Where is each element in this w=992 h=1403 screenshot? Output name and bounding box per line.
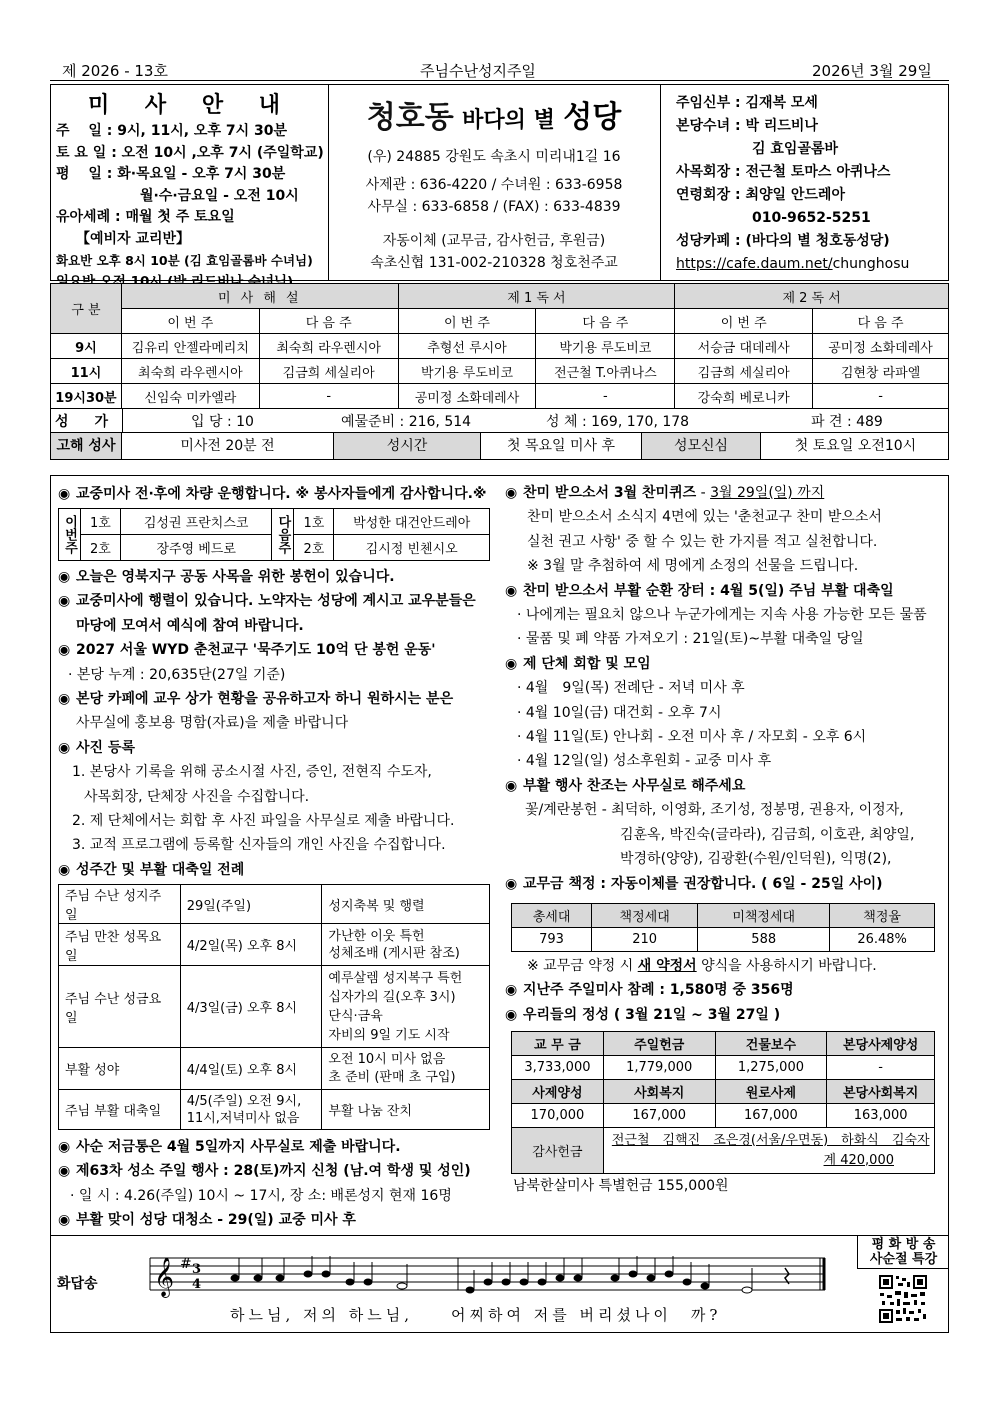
notice-item: 3. 교적 프로그램에 등록할 신자들의 개인 사진을 수집합니다. bbox=[72, 837, 446, 854]
bus-title-text: 교중미사 전·후에 차량 운행합니다. ※ 봉사자들에게 감사합니다.※ bbox=[76, 486, 487, 502]
hw-note: 부활 나눔 잔치 bbox=[322, 1090, 490, 1130]
roster-cell: 공미정 소화데레사 bbox=[813, 334, 949, 359]
bank-account: 속초신협 131-002-210328 청호천주교 bbox=[370, 255, 618, 271]
hymn-entrance: 입 당 : 10 bbox=[191, 414, 254, 430]
notice-item: ◉ 부활 행사 찬조는 사무실로 해주세요 bbox=[505, 777, 746, 794]
hw-time: 4/5(주일) 오전 9시, 11시,저녁미사 없음 bbox=[180, 1090, 322, 1130]
marian-label: 성모신심 bbox=[641, 433, 761, 459]
parish-name-2: 바다의 별 bbox=[462, 108, 555, 133]
offer-head: 본당사제양성 bbox=[827, 1032, 935, 1056]
notice-item: · 4월 9일(목) 전례단 - 저녁 미사 후 bbox=[517, 680, 745, 697]
notice-item: · 4월 10일(금) 대건회 - 오후 7시 bbox=[517, 704, 722, 721]
roster-time: 9시 bbox=[51, 334, 122, 359]
thanks-total: 계 420,000 bbox=[823, 1152, 894, 1168]
hw-note: 성지축복 및 행렬 bbox=[322, 885, 490, 924]
roster-sub: 다 음 주 bbox=[536, 309, 675, 334]
thanks-names: 전근철 김핵진 조은경(서울/우면동) 하화식 김숙자 bbox=[611, 1132, 930, 1148]
roster-time: 19시30분 bbox=[51, 384, 122, 409]
mass-line: 토 요 일 : 오전 10시 ,오후 7시 (주일학교) bbox=[56, 144, 324, 161]
roster-cell: 최숙희 라우렌시아 bbox=[121, 359, 259, 384]
holy-hour-value: 첫 목요일 미사 후 bbox=[506, 438, 616, 454]
tithe-head: 총세대 bbox=[512, 904, 592, 928]
roster-cell: - bbox=[813, 384, 949, 409]
nk-offering: 남북한살미사 특별헌금 155,000원 bbox=[513, 1178, 729, 1194]
notice-item: ◉ 제 단체 회합 및 모임 bbox=[505, 655, 651, 672]
parish-address: (우) 24885 강원도 속초시 미리내1길 16 bbox=[367, 149, 621, 165]
tithe-head: 미책정세대 bbox=[698, 904, 830, 928]
roster-cell: 신임숙 미카엘라 bbox=[121, 384, 259, 409]
hw-name: 주님 수난 성지주일 bbox=[59, 885, 181, 924]
roster-sub: 이 번 주 bbox=[398, 309, 536, 334]
roster-cell: 공미정 소화데레사 bbox=[398, 384, 536, 409]
hymn-row bbox=[50, 408, 949, 433]
mass-schedule bbox=[56, 88, 326, 293]
left-notices bbox=[58, 565, 476, 882]
right-notices-2 bbox=[505, 954, 877, 1027]
peace-broadcast-line1: 평 화 방 송 bbox=[871, 1237, 936, 1252]
mass-line: 화요반 오후 8시 10분 (김 효임골롬바 수녀님) bbox=[56, 253, 313, 268]
offer-val: 170,000 bbox=[512, 1104, 604, 1128]
bus-car: 1호 bbox=[80, 509, 120, 535]
roster-cell: 김금희 세실리아 bbox=[675, 359, 813, 384]
tithe-val: 588 bbox=[698, 928, 830, 952]
hw-time: 4/4일(토) 오후 8시 bbox=[180, 1048, 322, 1090]
notice-item: 사무실에 홍보용 명함(자료)을 제출 바랍니다 bbox=[76, 715, 349, 732]
bus-title: ◉ 교중미사 전·후에 차량 운행합니다. ※ 봉사자들에게 감사합니다.※ bbox=[58, 486, 487, 502]
roster-time: 11시 bbox=[51, 359, 122, 384]
notice-item: · 나에게는 필요치 않으나 누군가에게는 지속 사용 가능한 모든 물품 bbox=[517, 607, 927, 624]
issue-date: 2026년 3월 29일 bbox=[812, 62, 932, 80]
tithe-val: 26.48% bbox=[830, 928, 935, 952]
offer-val: - bbox=[827, 1056, 935, 1080]
hw-name: 부활 성야 bbox=[59, 1048, 181, 1090]
notice-item: ◉ 교중미사에 행렬이 있습니다. 노약자는 성당에 계시고 교우분들은 bbox=[58, 593, 476, 610]
notice-item: ◉ 2027 서울 WYD 춘천교구 '묵주기도 10억 단 봉헌 운동' bbox=[58, 642, 436, 659]
staff-line: 성당카페 : (바다의 별 청호동성당) bbox=[676, 233, 890, 249]
mass-title: 미 사 안 내 bbox=[88, 93, 294, 118]
hw-time: 4/3일(금) 오후 8시 bbox=[180, 966, 322, 1048]
offer-head: 원로사제 bbox=[715, 1080, 827, 1104]
notice-item: 실천 권고 사항' 중 할 수 있는 한 가지를 적고 실천합니다. bbox=[527, 533, 878, 550]
notice-item: 김훈옥, 박진숙(글라라), 김금희, 이호관, 최양일, bbox=[620, 826, 915, 843]
hw-note: 오전 10시 미사 없음 초 준비 (판매 초 구입) bbox=[322, 1048, 490, 1090]
notice-item: · 4월 11일(토) 안나회 - 오전 미사 후 / 자모회 - 오후 6시 bbox=[517, 729, 867, 746]
notice-item: ◉ 사진 등록 bbox=[58, 739, 135, 756]
tithe-head: 책정세대 bbox=[592, 904, 698, 928]
notice-item: ◉ 본당 카페에 교우 상가 현황을 공유하고자 하니 원하시는 분은 bbox=[58, 691, 454, 708]
mass-line: 【예비자 교리반】 bbox=[76, 230, 191, 247]
cafe-link[interactable]: https://cafe.daum.net/ bbox=[676, 256, 833, 272]
notice-item: · 4월 12일(일) 성소후원회 - 교중 미사 후 bbox=[517, 753, 772, 770]
notice-item: 사목회장, 단체장 사진을 수집합니다. bbox=[84, 788, 310, 805]
offer-head: 건물보수 bbox=[715, 1032, 827, 1056]
psalm-lyrics: 하느님, 저의 하느님, 어찌하여 저를 버리셨나이 까? bbox=[230, 1306, 722, 1324]
roster-col: 제 1 독 서 bbox=[398, 284, 675, 309]
notice-item: ◉ 교무금 책정 : 자동이체를 권장합니다. ( 6일 - 25일 사이) bbox=[505, 875, 883, 892]
mass-line: 평 일 : 화·목요일 - 오후 7시 30분 bbox=[56, 166, 286, 182]
tithe-val: 793 bbox=[512, 928, 592, 952]
offer-val: 163,000 bbox=[827, 1104, 935, 1128]
notice-item: · 본당 누계 : 20,635단(27일 기준) bbox=[68, 666, 286, 683]
staff-info bbox=[676, 92, 909, 276]
holy-hour-label: 성시간 bbox=[333, 433, 481, 459]
confession-label: 고해 성사 bbox=[51, 433, 122, 459]
roster-sub: 이 번 주 bbox=[121, 309, 259, 334]
holy-week-table bbox=[58, 884, 490, 1130]
notice-item: · 일 시 : 4.26(주일) 10시 ~ 17시, 장 소: 배론성지 현재 16명 bbox=[70, 1187, 452, 1204]
roster-cell: 서승금 대데레사 bbox=[675, 334, 813, 359]
peace-broadcast-line2: 사순절 특강 bbox=[869, 1252, 938, 1267]
offering-table bbox=[511, 1031, 935, 1174]
thanks-label: 감사헌금 bbox=[512, 1128, 604, 1174]
staff-line: 사목회장 : 전근철 토마스 아퀴나스 bbox=[676, 164, 891, 180]
roster-cell: 최숙희 라우렌시아 bbox=[259, 334, 398, 359]
offer-head: 본당사회복지 bbox=[827, 1080, 935, 1104]
peace-broadcast bbox=[857, 1236, 949, 1269]
offer-head: 사회복지 bbox=[603, 1080, 715, 1104]
tithe-note: ※ 교무금 약정 시 새 약정서 양식을 사용하시기 바랍니다. bbox=[527, 958, 877, 974]
issue-number: 제 2026 - 13호 bbox=[62, 62, 168, 80]
mass-line: 월·수·금요일 - 오전 10시 bbox=[140, 187, 299, 204]
parish-info bbox=[330, 88, 658, 272]
roster-sub: 이 번 주 bbox=[675, 309, 813, 334]
roster-col: 제 2 독 서 bbox=[675, 284, 949, 309]
notice-item: ◉ 부활 맞이 성당 대청소 - 29(일) 교중 미사 후 bbox=[58, 1212, 356, 1229]
psalm-staff bbox=[140, 1250, 840, 1300]
mass-line: 주 일 : 9시, 11시, 오후 7시 30분 bbox=[56, 123, 287, 139]
bus-car: 2호 bbox=[294, 535, 334, 561]
roster-cell: - bbox=[536, 384, 675, 409]
notice-item: ◉ 사순 저금통은 4월 5일까지 사무실로 제출 바랍니다. bbox=[58, 1139, 401, 1155]
staff-line: 주임신부 : 김재복 모세 bbox=[676, 95, 818, 111]
mass-line: 일요반 오전 10시 (박 리드비나 수녀님) bbox=[56, 273, 294, 290]
hw-time: 29일(주일) bbox=[180, 885, 322, 924]
notice-item: ◉ 오늘은 영북지구 공동 사목을 위한 봉헌이 있습니다. bbox=[58, 569, 395, 585]
roster-cell: 박기용 루도비코 bbox=[398, 359, 536, 384]
tithe-table bbox=[511, 903, 935, 952]
hw-name: 주님 만찬 성목요일 bbox=[59, 924, 181, 966]
hymn-recessional: 파 견 : 489 bbox=[811, 414, 883, 430]
offer-val: 1,275,000 bbox=[715, 1056, 827, 1080]
hymn-offertory: 예물준비 : 216, 514 bbox=[341, 414, 472, 430]
svg-text:4: 4 bbox=[192, 1277, 202, 1292]
roster-cell: 김현창 라파엘 bbox=[813, 359, 949, 384]
roster-sub: 다 음 주 bbox=[813, 309, 949, 334]
notice-item: ◉ 우리들의 정성 ( 3월 21일 ~ 3월 27일 ) bbox=[505, 1006, 781, 1023]
confession-value: 미사전 20분 전 bbox=[180, 438, 275, 454]
roster-cell: 추형선 루시아 bbox=[398, 334, 536, 359]
notice-item: 1. 본당사 기록을 위해 공소시절 사진, 증인, 전현직 수도자, bbox=[72, 764, 432, 781]
notice-item: · 물품 및 폐 약품 가져오기 : 21일(토)~부활 대축일 당일 bbox=[517, 631, 864, 648]
hw-time: 4/2일(목) 오후 8시 bbox=[180, 924, 322, 966]
notice-item: ◉ 찬미 받으소서 부활 순환 장터 : 4월 5(일) 주님 부활 대축일 bbox=[505, 582, 894, 599]
hw-note: 예루살렘 성지복구 특헌 십자가의 길(오후 3시) 단식·금육 자비의 9일 기도 시작 bbox=[322, 966, 490, 1048]
bus-car: 2호 bbox=[80, 535, 120, 561]
roster-cell: 전근철 T.아퀴나스 bbox=[536, 359, 675, 384]
offer-head: 주일헌금 bbox=[603, 1032, 715, 1056]
staff-line: 연령회장 : 최양일 안드레아 bbox=[676, 187, 845, 203]
bus-table bbox=[58, 508, 490, 561]
confession-row bbox=[50, 433, 949, 460]
offer-val: 3,733,000 bbox=[512, 1056, 604, 1080]
notice-item: ◉ 제63차 성소 주일 행사 : 28(토)까지 신청 (남.여 학생 및 성인) bbox=[58, 1163, 471, 1180]
staff-line: 본당수녀 : 박 리드비나 bbox=[676, 118, 818, 134]
left-notices-2 bbox=[58, 1135, 471, 1233]
qr-code-icon[interactable] bbox=[878, 1274, 928, 1324]
hw-name: 주님 부활 대축일 bbox=[59, 1090, 181, 1130]
offer-val: 1,779,000 bbox=[603, 1056, 715, 1080]
svg-text:#: # bbox=[180, 1256, 192, 1272]
hymn-label: 성 가 bbox=[55, 414, 115, 430]
tithe-head: 책정율 bbox=[830, 904, 935, 928]
notice-item: 마당에 모여서 예식에 참여 바랍니다. bbox=[76, 617, 304, 634]
roster-sub: 다 음 주 bbox=[259, 309, 398, 334]
notice-item: ◉ 찬미 받으소서 3월 찬미퀴즈 - 3월 29일(일) 까지 bbox=[505, 485, 825, 501]
roster-table bbox=[50, 283, 949, 409]
roster-label: 구 분 bbox=[51, 284, 122, 334]
offer-val: 167,000 bbox=[715, 1104, 827, 1128]
roster-cell: 박기용 루도비코 bbox=[536, 334, 675, 359]
bus-driver: 김시정 빈첸시오 bbox=[334, 535, 490, 561]
roster-cell: - bbox=[259, 384, 398, 409]
staff-line: 010-9652-5251 bbox=[752, 210, 871, 226]
bus-car: 1호 bbox=[294, 509, 334, 535]
parish-name-3: 성당 bbox=[563, 100, 622, 135]
bus-driver: 김성권 프란치스코 bbox=[120, 509, 272, 535]
marian-value: 첫 토요일 오전10시 bbox=[794, 438, 917, 454]
bus-driver: 박성한 대건안드레아 bbox=[334, 509, 490, 535]
notice-item: 박경하(양양), 김광환(수원/인덕원), 익명(2), bbox=[620, 851, 892, 868]
roster-col: 미 사 해 설 bbox=[121, 284, 398, 309]
hymn-communion: 성 체 : 169, 170, 178 bbox=[546, 414, 690, 430]
parish-phone-2: 사무실 : 633-6858 / (FAX) : 633-4839 bbox=[367, 199, 621, 215]
sunday-title: 주님수난성지주일 bbox=[420, 62, 536, 80]
hw-note: 가난한 이웃 특헌 성체조배 (게시판 참조) bbox=[322, 924, 490, 966]
notice-item: 찬미 받으소서 소식지 4면에 있는 '춘천교구 찬미 받으소서 bbox=[527, 509, 882, 526]
notice-item: ※ 3월 말 추첨하여 세 명에게 소정의 선물을 드립니다. bbox=[527, 558, 859, 575]
bus-next-week: 다음주 bbox=[272, 509, 294, 561]
roster-cell: 김유리 안젤라메리치 bbox=[121, 334, 259, 359]
tithe-val: 210 bbox=[592, 928, 698, 952]
cafe-link-suffix: chunghosu bbox=[832, 256, 910, 272]
mass-line: 유아세례 : 매월 첫 주 토요일 bbox=[56, 209, 235, 225]
svg-text:3: 3 bbox=[192, 1262, 202, 1277]
hw-name: 주님 수난 성금요일 bbox=[59, 966, 181, 1048]
right-notices bbox=[505, 481, 927, 896]
notice-item: ◉ 성주간 및 부활 대축일 전례 bbox=[58, 861, 245, 878]
psalm-label: 화답송 bbox=[57, 1276, 98, 1292]
offer-val: 167,000 bbox=[603, 1104, 715, 1128]
notice-item: 꽃/계란봉헌 - 최덕하, 이영화, 조기성, 정봉명, 권용자, 이정자, bbox=[525, 802, 904, 819]
staff-line: 김 효임골롬바 bbox=[752, 141, 839, 157]
parish-name-1: 청호동 bbox=[366, 100, 454, 135]
treble-clef-icon: 𝄞 bbox=[154, 1257, 175, 1297]
offer-head: 사제양성 bbox=[512, 1080, 604, 1104]
roster-cell: 강숙희 베로니카 bbox=[675, 384, 813, 409]
offer-head: 교 무 금 bbox=[512, 1032, 604, 1056]
parish-phone-1: 사제관 : 636-4220 / 수녀원 : 633-6958 bbox=[365, 177, 623, 193]
notice-item: ◉ 지난주 주일미사 참례 : 1,580명 중 356명 bbox=[505, 982, 794, 999]
auto-transfer: 자동이체 (교무금, 감사헌금, 후원금) bbox=[382, 233, 606, 249]
bus-this-week: 이번주 bbox=[59, 509, 81, 561]
notice-item: 2. 제 단체에서는 회합 후 사진 파일을 사무실로 제출 바랍니다. bbox=[72, 813, 455, 830]
bus-driver: 장주영 베드로 bbox=[120, 535, 272, 561]
roster-cell: 김금희 세실리아 bbox=[259, 359, 398, 384]
